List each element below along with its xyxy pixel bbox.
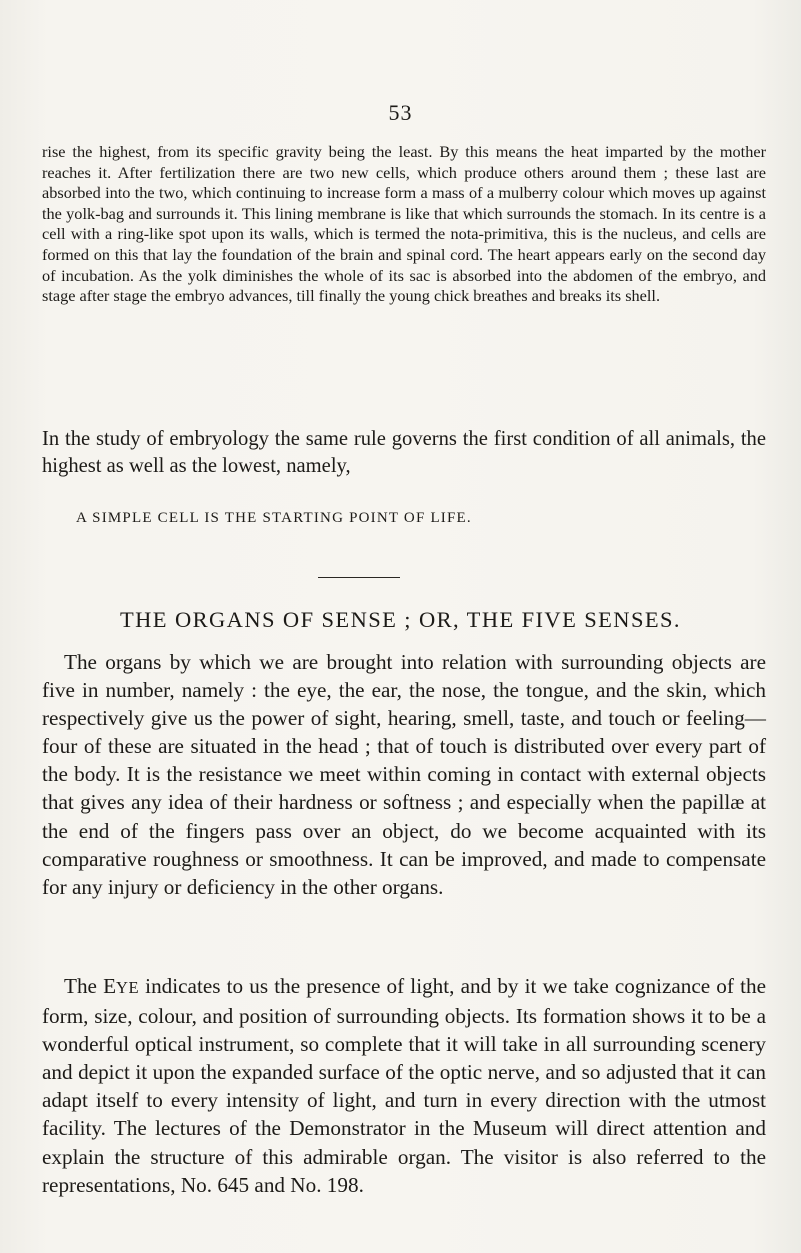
page-number: 53 (388, 100, 413, 125)
eye-lead-caps: YE (116, 978, 140, 997)
section-title: THE ORGANS OF SENSE ; OR, THE FIVE SENSES. (120, 607, 681, 632)
eye-lead: The E (64, 974, 117, 998)
eye-body: indicates to us the presence of light, and by it we take cognizance of the form, size, colour, and position of surrounding objects. Its formation shows it to be a wonderful optical instrument, so complete that it will take in all surrounding scenery and depict it upon the expanded surface of the optic nerve, and so adjusted that it can adapt itself to every intensity of light, and turn in every direction with the utmost facility. The lectures of the Demonstrator in the Museum will direct attention and explain the structure of this admirable organ. The visitor is also referred to the representations, No. 645 and No. 198. (42, 974, 766, 1197)
section-divider (318, 577, 400, 578)
embryology-paragraph: In the study of embryology the same rule governs the first condition of all animals, the highest as well as the lowest, namely, (42, 428, 766, 477)
continuation-paragraph: rise the highest, from its specific gravity being the least. By this means the heat imparted by the mother reaches it. After fertilization there are two new cells, which produce others around them ; these last are absorbed into the two, which continuing to increase form a mass of a mulberry colour which moves up against the yolk-bag and surrounds it. This lining membrane is like that which surrounds the stomach. In its centre is a cell with a ring-like spot upon its walls, which is termed the nota-primitiva, this is the nucleus, and cells are formed on this that lay the foundation of the brain and spinal cord. The heart appears early on the second day of incubation. As the yolk diminishes the whole of its sac is absorbed into the abdomen of the embryo, and stage after stage the embryo advances, till finally the young chick breathes and breaks its shell. (42, 142, 766, 306)
maxim-line: A SIMPLE CELL IS THE STARTING POINT OF LIFE. (76, 510, 472, 526)
eye-paragraph (42, 972, 766, 1199)
organs-paragraph: The organs by which we are brought into relation with surrounding objects are five in number, namely : the eye, the ear, the nose, the tongue, and the skin, which respectively give us the power of sight, hearing, smell, taste, and touch or feeling—four of these are situated in the head ; that of touch is distributed over every part of the body. It is the resistance we meet within coming in contact with external objects that gives any idea of their hardness or softness ; and especially when the papillæ at the end of the fingers pass over an object, do we become acquainted with its comparative roughness or smoothness. It can be improved, and made to compensate for any injury or deficiency in the other organs. (42, 650, 766, 899)
